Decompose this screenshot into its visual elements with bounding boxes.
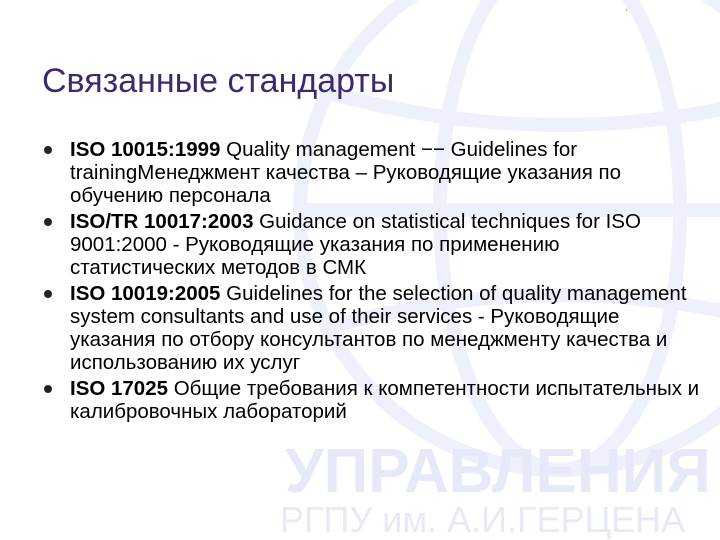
list-item [44, 377, 704, 423]
standard-code: ISO 17025 [70, 377, 169, 400]
list-item [44, 282, 704, 374]
list-item [44, 138, 704, 207]
bullet-icon [44, 218, 52, 226]
corner-mark: ' [626, 8, 628, 17]
standard-description: Общие требования к компетентности испытательных и калибровочных лабораторий [70, 377, 700, 423]
standard-code: ISO 10019:2005 [70, 282, 221, 305]
standard-code: ISO/TR 10017:2003 [70, 210, 254, 233]
watermark-line1: УПРАВЛЕНИЯ [285, 437, 711, 506]
list-item [44, 210, 704, 279]
bullet-icon [44, 290, 52, 298]
standard-description: Quality management −− Guidelines for trainingМенеджмент качества – Руководящие указания по обучению персонала [70, 138, 622, 207]
watermark-line2: РГПУ им. А.И.ГЕРЦЕНА [280, 499, 686, 540]
slide-title: Связанные стандарты [42, 62, 395, 100]
bullet-icon [44, 385, 52, 393]
standard-code: ISO 10015:1999 [70, 138, 221, 161]
standards-list [44, 138, 704, 426]
bullet-icon [44, 146, 52, 154]
standard-description: Guidelines for the selection of quality management system consultants and use of their services - Руководящие указания по отбору консультантов по менеджменту качества и использованию их услуг [70, 282, 687, 374]
standard-description: Guidance on statistical techniques for ISO 9001:2000 - Руководящие указания по применению статистических методов в СМК [70, 210, 641, 279]
